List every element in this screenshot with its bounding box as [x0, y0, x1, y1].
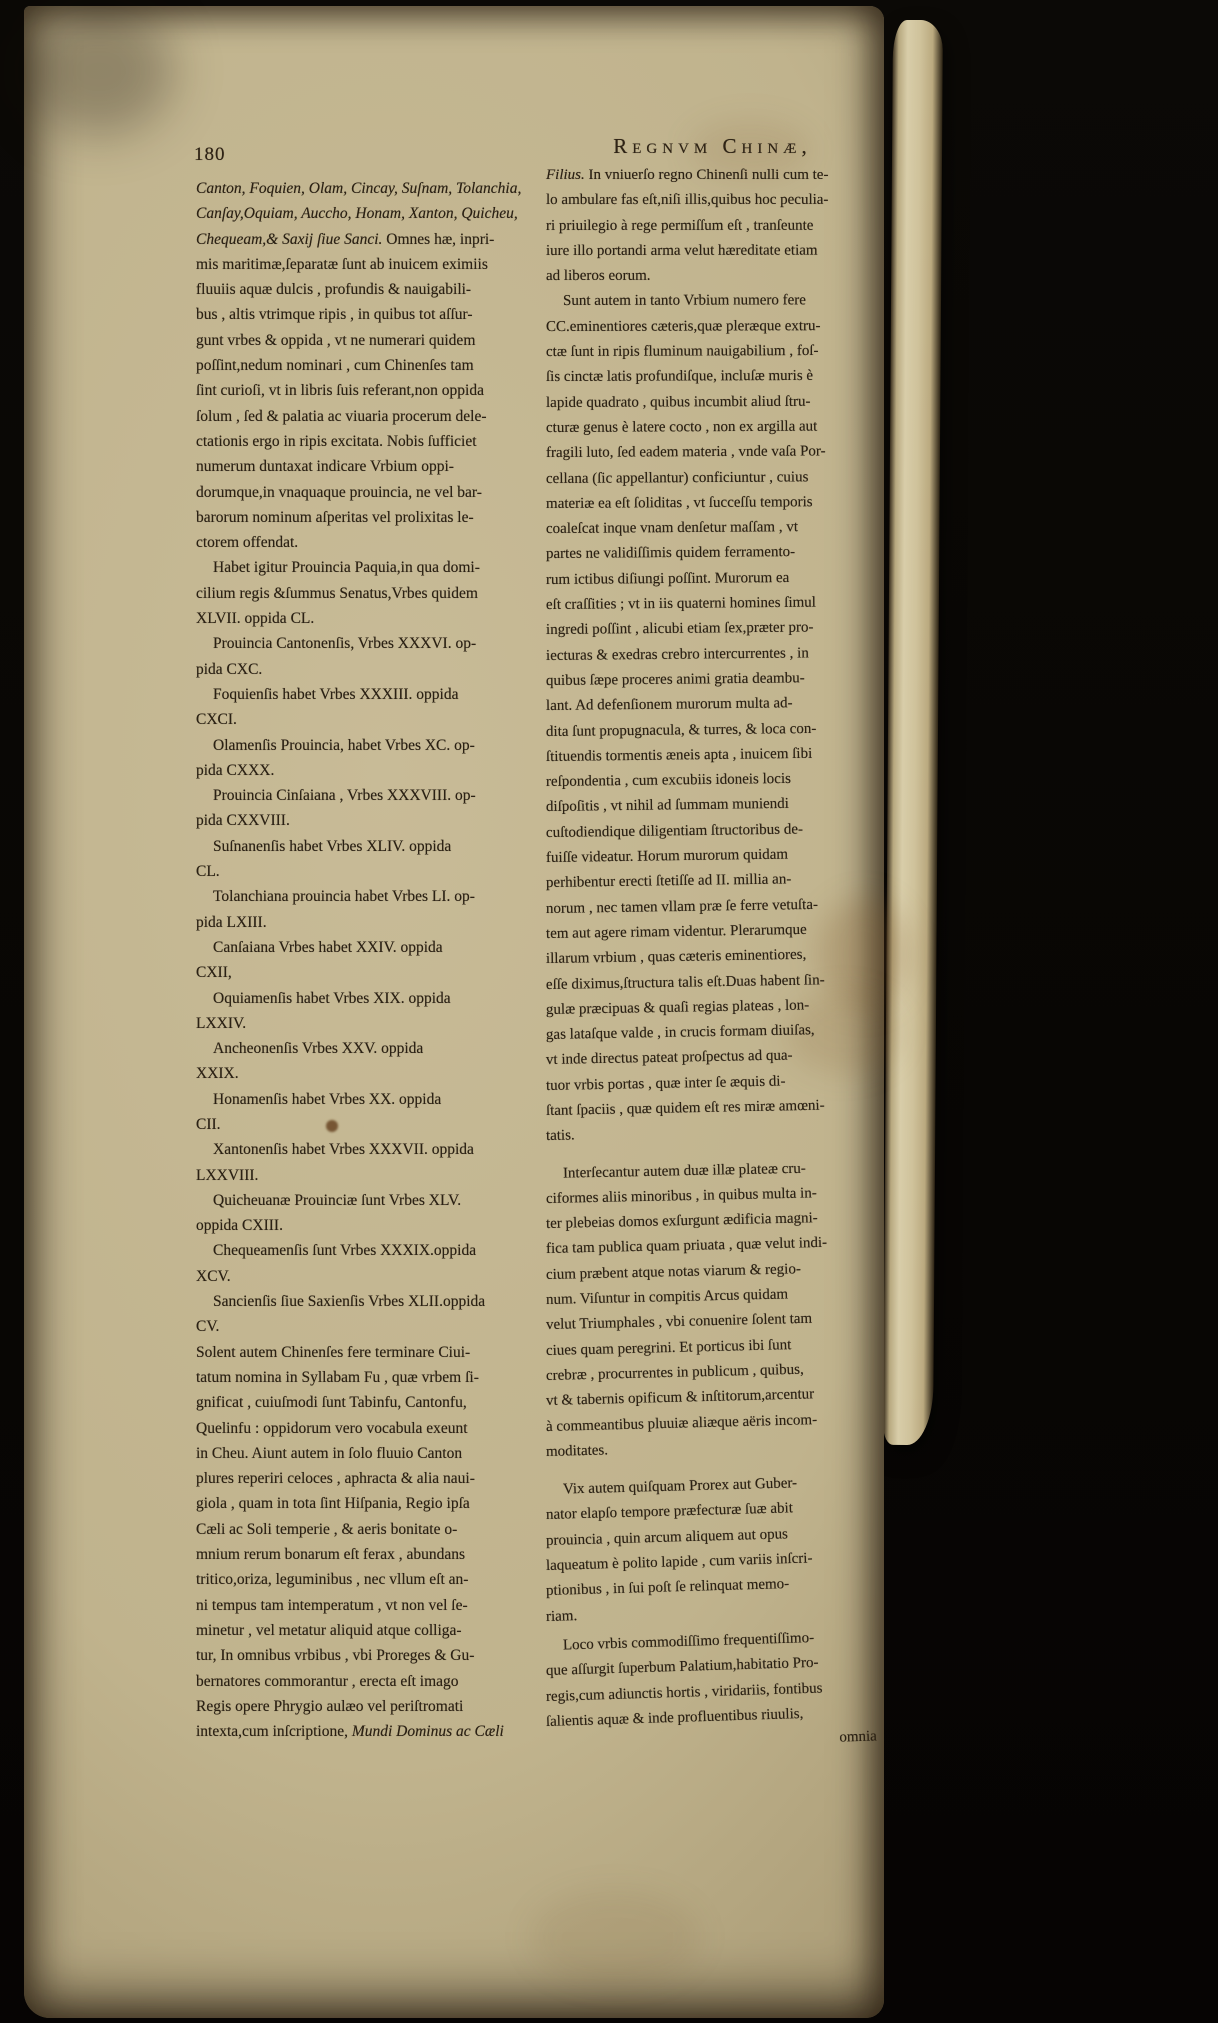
text-line: in Cheu. Aiunt autem in ſolo fluuio Canton [196, 1444, 463, 1462]
text-line: cium præbent atque notas viarum & regio- [545, 1261, 802, 1283]
text-line: Sancienſis ſiue Saxienſis Vrbes XLII.oppida [213, 1293, 486, 1311]
text-line: quibus ſæpe proceres animi gratia deambu- [545, 670, 805, 689]
text-line: prouincia , quin arcum aliquem aut opus [545, 1526, 789, 1549]
text-line: gulæ præcipuas & quaſi regias plateas , lon- [545, 997, 810, 1018]
text-line: ſint curioſi, vt in libris ſuis referant,non oppida [196, 382, 484, 400]
text-line: bernatores commorantur , erecta eſt imago [196, 1672, 459, 1690]
text-line: CII. [196, 1115, 221, 1133]
text-line [196, 227, 548, 252]
text-line: laqueatum è polito lapide , cum variis inſcri- [545, 1550, 813, 1575]
text-line: ter plebeias domos exſurgunt ædificia magni- [545, 1210, 818, 1233]
text-line: cuſtodiendique diligentiam ſtructoribus de- [545, 821, 804, 841]
text-line: minetur , vel metatur aliquid atque colliga- [196, 1621, 462, 1639]
text-line: fuiſſe videatur. Horum murorum quidam [545, 846, 789, 867]
text-line: iecturas & exedras crebro intercurrentes , in [545, 645, 809, 664]
text-line: partes ne validiſſimis quidem ferramento- [545, 544, 796, 563]
text-line: bus , altis vtrimque ripis , in quibus tot aſſur- [196, 306, 473, 324]
text-line: giola , quam in tota ſint Hiſpania, Regio ipſa [196, 1495, 470, 1513]
text-line: Honamenſis habet Vrbes XX. oppida [213, 1090, 442, 1108]
text-line: coaleſcat inque vnam denſetur maſſam , vt [545, 519, 799, 538]
text-line: diſpoſitis , vt nihil ad ſummam muniendi [545, 796, 789, 816]
text-line: plures reperiri celoces , aphracta & alia naui- [196, 1470, 475, 1488]
text-line: ctorem offendat. [196, 534, 299, 552]
text-line: tatum nomina in Syllabam Fu , quæ vrbem ſi- [196, 1368, 479, 1386]
text-line: fica tam publica quam priuata , quæ velut indi- [545, 1235, 828, 1258]
text-line: Habet igitur Prouincia Paquia,in qua domi- [213, 559, 480, 577]
text-line: lapide quadrato , quibus incumbit aliud ſtru- [545, 393, 811, 411]
text-line: cturæ genus è latere cocto , non ex argilla aut [545, 418, 818, 436]
text-line: dita ſunt propugnacula, & turres, & loca con- [545, 720, 817, 740]
text-line: ri priuilegio à rege permiſſum eſt , tranſeunte [545, 217, 814, 234]
text-line: Chequeamenſis ſunt Vrbes XXXIX.oppida [213, 1242, 477, 1260]
text-line: Regis opere Phrygio aulæo vel periſtromati [196, 1697, 464, 1715]
text-line: cellana (ſic appellantur) conficiuntur , cuius [545, 468, 809, 487]
text-line: ſalientis aquæ & inde profluentibus riuulis, [545, 1705, 804, 1730]
text-line: Quelinfu : oppidorum vero vocabula exeunt [196, 1419, 468, 1437]
text-line: ſis cinctæ latis profundiſque, incluſæ muris è [545, 368, 814, 386]
text-line: dorumque,in vnaquaque prouincia, ne vel bar- [196, 483, 482, 501]
text-line: ciformes aliis minoribus , in quibus multa in- [545, 1185, 817, 1207]
text-line: Xantonenſis habet Vrbes XXXVII. oppida [213, 1141, 474, 1159]
text-line: CL. [196, 863, 220, 881]
text-line: eſſe diximus,ſtructura talis eſt.Duas habent ſin- [545, 971, 825, 993]
text-line: vt & tabernis opificum & inſtitorum,arcentur [545, 1386, 815, 1410]
running-head: Regnvm Chinæ, [613, 134, 812, 158]
text-line: pida CXXVIII. [196, 812, 290, 830]
text-segment: Omnes hæ, inpri- [382, 230, 495, 248]
text-line: XCV. [196, 1267, 231, 1285]
text-line: tur, In omnibus vrbibus , vbi Proreges & Gu- [196, 1647, 475, 1665]
text-line: Oquiamenſis habet Vrbes XIX. oppida [213, 989, 451, 1007]
text-line: eſt craſſities ; vt in iis quaterni homines ſimul [545, 594, 817, 614]
text-line: ciues quam peregrini. Et porticus ibi ſunt [545, 1336, 792, 1359]
text-line: mis maritimæ,ſeparatæ ſunt ab inuicem eximiis [196, 255, 488, 273]
text-line: reſpondentia , cum excubiis idoneis locis [545, 771, 792, 791]
text-line: pida CXC. [196, 660, 263, 678]
text-line: pida CXXX. [196, 761, 275, 779]
text-line: tuor vrbis portas , quæ inter ſe æquis di- [545, 1073, 786, 1094]
text-line: Olamenſis Prouincia, habet Vrbes XC. op- [213, 736, 475, 754]
catchword: omnia [839, 1728, 878, 1746]
text-line: ingredi poſſint , alicubi etiam ſex,præter pro- [545, 619, 814, 639]
text-line: barorum nominum aſperitas vel prolixitas le- [196, 508, 474, 526]
text-line: crebræ , procurrentes in publicum , quibus, [545, 1361, 804, 1384]
right-text-column [546, 163, 891, 1760]
text-line: fluuiis aquæ dulcis , profundis & nauigabili- [196, 281, 472, 299]
text-line: oppida CXIII. [196, 1217, 283, 1235]
text-line: ctationis ergo in ripis excitata. Nobis ſufficiet [196, 432, 477, 450]
text-line: LXXIV. [196, 1014, 247, 1032]
text-line: nator elapſo tempore præfecturæ ſuæ abit [545, 1500, 794, 1524]
text-line: Foquienſis habet Vrbes XXXIII. oppida [213, 685, 459, 703]
text-line: ſolum , ſed & palatia ac viuaria procerum dele- [196, 407, 487, 425]
text-line: lant. Ad defenſionem murorum multa ad- [545, 695, 793, 715]
text-line: Loco vrbis commodiſſimo frequentiſſimo- [562, 1629, 815, 1654]
text-line: Canſay,Oquiam, Auccho, Honam, Xanton, Quicheu, [196, 205, 518, 223]
text-line: ad liberos eorum. [545, 267, 651, 285]
text-line: fragili luto, ſed eadem materia , vnde vaſa Por- [545, 443, 826, 462]
text-line: CC.eminentiores cæteris,quæ pleræque extru- [545, 317, 821, 335]
text-line: CV. [196, 1318, 220, 1336]
text-line: iure illo portandi arma velut hæreditate etiam [545, 242, 818, 259]
text-line: moditates. [545, 1442, 609, 1460]
text-line: CXCI. [196, 711, 237, 729]
text-line: XXIX. [196, 1065, 239, 1083]
text-line: num. Viſuntur in compitis Arcus quidam [545, 1286, 789, 1309]
italic-text-segment: Filius. [546, 167, 585, 183]
next-pages-fore-edge [883, 20, 943, 1445]
text-line: Interſecantur autem duæ illæ plateæ cru- [562, 1160, 806, 1182]
text-line: materiæ ea eſt ſoliditas , vt ſucceſſu temporis [545, 494, 813, 512]
text-line: Prouincia Cinſaiana , Vrbes XXXVIII. op- [213, 787, 476, 805]
text-line: cilium regis &ſummus Senatus,Vrbes quidem [196, 584, 478, 602]
text-line [546, 163, 891, 188]
text-line: ſtant ſpaciis , quæ quidem eſt res miræ amœni- [545, 1097, 825, 1119]
text-line: regis,cum adiunctis hortis , viridariis, fontibus [545, 1679, 823, 1705]
text-line: tritico,oriza, leguminibus , nec vllum eſt an- [196, 1571, 469, 1589]
left-text-column [196, 176, 548, 1744]
text-line: Quicheuanæ Prouinciæ ſunt Vrbes XLV. [213, 1191, 462, 1209]
italic-text-segment: Chequeam,& Saxij ſiue Sanci. [196, 230, 383, 248]
text-line: riam. [545, 1607, 578, 1625]
text-line: XLVII. oppida CL. [196, 610, 315, 628]
text-line: Canton, Foquien, Olam, Cincay, Suſnam, Tolanchia, [196, 180, 522, 197]
text-line: LXXVIII. [196, 1166, 259, 1184]
text-line: illarum vrbium , quas cæteris eminentiores, [545, 946, 807, 968]
text-line: Prouincia Cantonenſis, Vrbes XXXVI. op- [213, 635, 477, 653]
text-line: Solent autem Chinenſes fere terminare Ciui- [196, 1343, 471, 1361]
text-line: Cæli ac Soli temperie , & aeris bonitate o- [196, 1520, 458, 1538]
text-segment: In vniuerſo regno Chinenſi nulli cum te- [584, 167, 829, 183]
text-line: rum ictibus diſiungi poſſint. Murorum ea [545, 569, 790, 588]
text-line: pida LXIII. [196, 913, 267, 931]
text-line: Vix autem quiſquam Prorex aut Guber- [562, 1475, 798, 1498]
text-line: CXII, [196, 964, 232, 982]
text-line: numerum duntaxat indicare Vrbium oppi- [196, 458, 454, 476]
page-number: 180 [194, 144, 226, 165]
text-line: ni tempus tam intemperatum , vt non vel ſe- [196, 1596, 468, 1614]
text-line: Suſnanenſis habet Vrbes XLIV. oppida [213, 837, 452, 855]
text-line: norum , nec tamen vllam præ ſe ferre vetuſta- [545, 896, 819, 917]
italic-text-segment: Mundi Dominus ac Cæli [351, 1723, 504, 1741]
text-line: ſtituendis tormentis æneis apta , inuicem ſibi [545, 745, 813, 765]
text-line: ctæ ſunt in ripis fluminum nauigabilium , foſ- [545, 343, 819, 361]
text-line: poſſint,nedum nominari , cum Chinenſes tam [196, 357, 474, 375]
text-line: gas lataſque valde , in crucis formam diuiſas, [545, 1022, 815, 1044]
text-line: vt inde directus pateat proſpectus ad qua- [545, 1047, 793, 1069]
text-line: Ancheonenſis Vrbes XXV. oppida [213, 1040, 424, 1058]
text-line: mnium rerum bonarum eſt ferax , abundans [196, 1546, 466, 1564]
text-line [196, 1719, 548, 1744]
text-line: tatis. [545, 1127, 575, 1145]
text-line: perhibentur erecti ſtetiſſe ad II. millia an- [545, 871, 792, 892]
text-line: Sunt autem in tanto Vrbium numero fere [562, 292, 806, 310]
text-line: lo ambulare fas eſt,niſi illis,quibus hoc peculia- [545, 192, 829, 209]
text-line: gunt vrbes & oppida , vt ne numerari quidem [196, 331, 476, 349]
text-line: velut Triumphales , vbi conuenire ſolent tam [545, 1311, 813, 1334]
text-line: gnificat , cuiuſmodi ſunt Tabinfu, Cantonfu, [196, 1394, 467, 1412]
text-segment: intexta,cum inſcriptione, [196, 1723, 352, 1741]
text-line: tem aut agere rimam videntur. Plerarumque [545, 921, 807, 942]
text-line: à commeantibus pluuiæ aliæque aëris incom- [545, 1411, 818, 1435]
text-line: ptionibus , in ſui poſt ſe relinquat memo- [545, 1576, 790, 1600]
text-line: Canſaiana Vrbes habet XXIV. oppida [213, 938, 443, 956]
text-line: que aſſurgit ſuperbum Palatium,habitatio Pro- [545, 1654, 819, 1680]
text-line: Tolanchiana prouincia habet Vrbes LI. op- [213, 888, 475, 906]
